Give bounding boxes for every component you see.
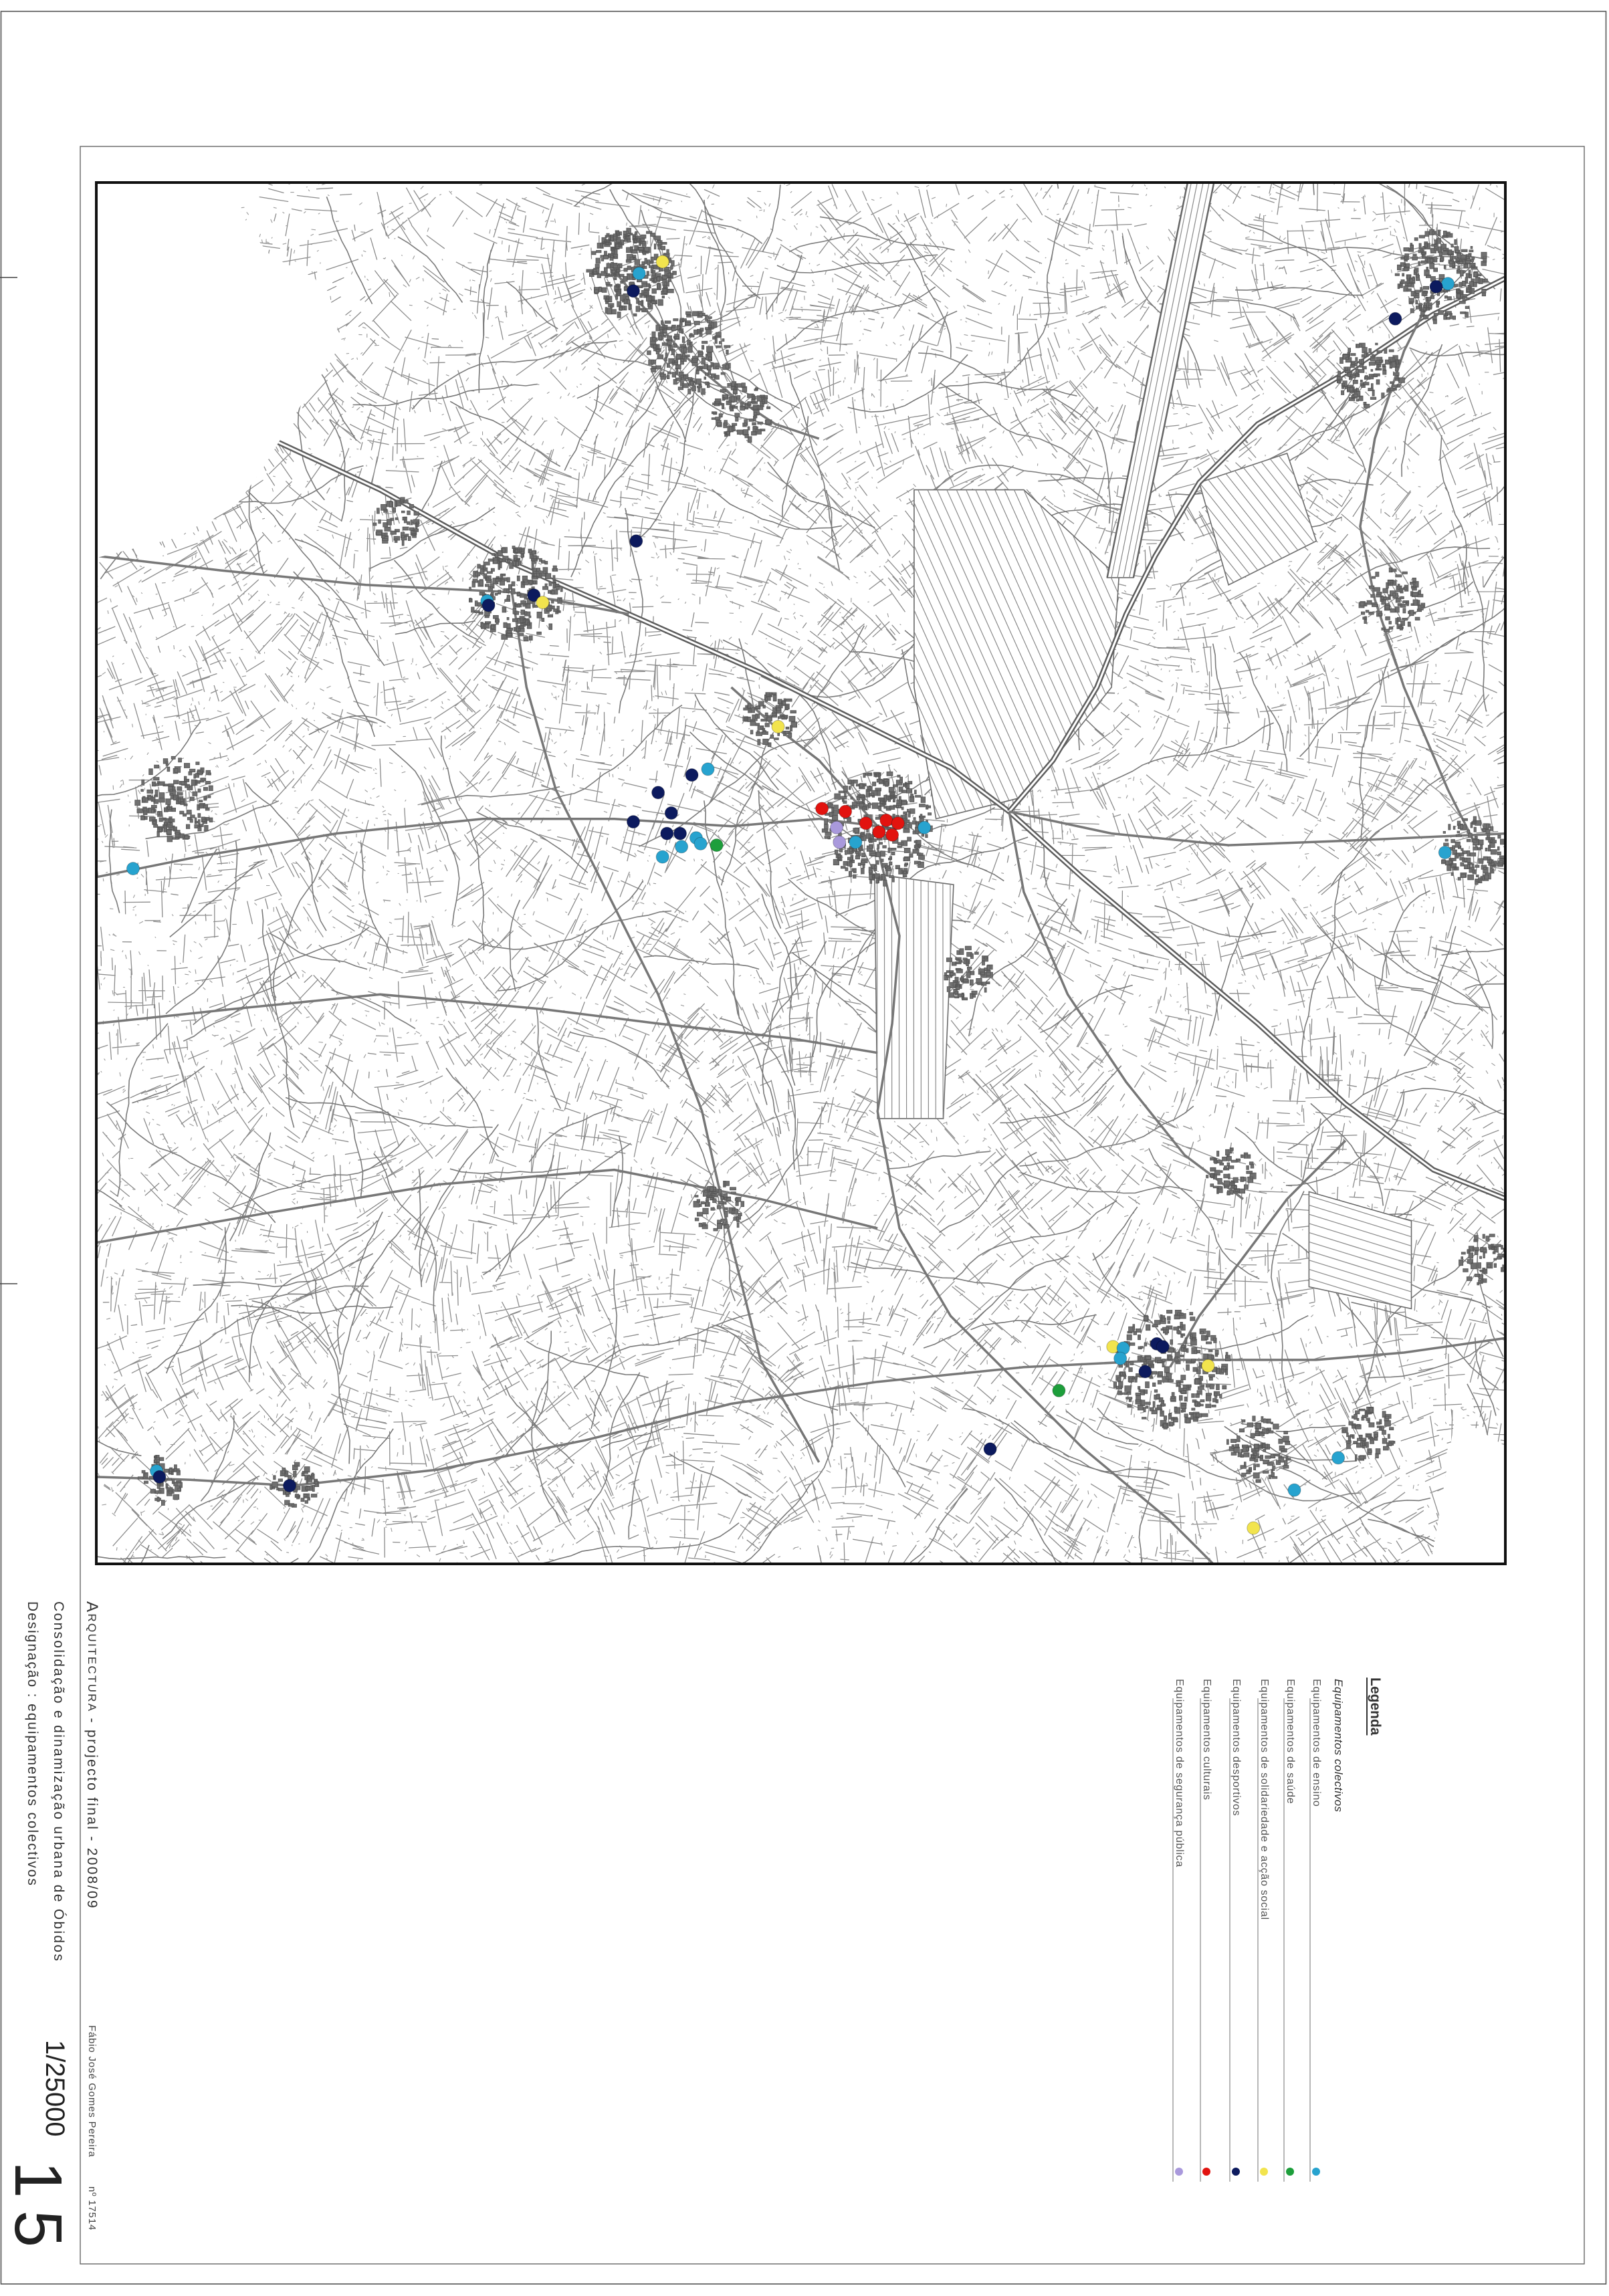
marker-solidariedade-icon — [656, 255, 669, 268]
author-name: Fábio José Gomes Pereira — [86, 2025, 98, 2158]
marker-solidariedade-icon — [536, 596, 549, 609]
course-name: ARQUITECTURA — [83, 1601, 101, 1713]
marker-ensino-icon — [1332, 1452, 1345, 1464]
legend-title: Legenda — [1368, 1678, 1383, 1736]
marker-ensino-icon — [694, 837, 707, 850]
legend-swatch-desportivos-icon — [1232, 2168, 1240, 2176]
marker-culturais-icon — [891, 817, 904, 830]
map-background — [95, 181, 1507, 1565]
marker-ensino-icon — [1438, 846, 1451, 859]
marker-culturais-icon — [816, 802, 829, 815]
marker-culturais-icon — [886, 828, 899, 841]
marker-culturais-icon — [880, 814, 893, 826]
marker-desportivos-icon — [1139, 1365, 1152, 1378]
marker-desportivos-icon — [482, 599, 495, 612]
marker-solidariedade-icon — [1247, 1522, 1260, 1534]
marker-desportivos-icon — [284, 1480, 296, 1492]
marker-culturais-icon — [859, 817, 872, 830]
course-detail: - projecto final - 2008/09 — [84, 1718, 100, 1910]
legend-subtitle: Equipamentos colectivos — [1332, 1679, 1345, 1813]
legend-item-desportivos: Equipamentos desportivos — [1230, 1679, 1242, 1817]
marker-ensino-icon — [656, 850, 669, 863]
marker-desportivos-icon — [652, 786, 665, 799]
legend-swatch-ensino-icon — [1312, 2168, 1320, 2176]
marker-ensino-icon — [918, 821, 931, 834]
marker-desportivos-icon — [1389, 312, 1402, 325]
marker-saude-icon — [1053, 1384, 1065, 1397]
student-number: nº 17514 — [86, 2186, 98, 2231]
marker-ensino-icon — [675, 840, 688, 853]
marker-seguranca-icon — [831, 821, 843, 834]
marker-seguranca-icon — [833, 836, 846, 848]
marker-desportivos-icon — [674, 827, 687, 840]
marker-ensino-icon — [127, 863, 140, 875]
course-line — [83, 1601, 100, 1910]
marker-desportivos-icon — [627, 816, 640, 828]
marker-ensino-icon — [1114, 1352, 1127, 1365]
legend-swatch-solidariedade-icon — [1260, 2168, 1268, 2176]
marker-solidariedade-icon — [1202, 1359, 1214, 1372]
marker-desportivos-icon — [685, 769, 698, 782]
marker-desportivos-icon — [1156, 1341, 1169, 1353]
map — [95, 181, 1507, 1565]
marker-desportivos-icon — [153, 1470, 166, 1483]
marker-desportivos-icon — [984, 1443, 996, 1456]
marker-ensino-icon — [1442, 277, 1455, 290]
marker-desportivos-icon — [665, 807, 677, 820]
marker-solidariedade-icon — [772, 720, 784, 733]
legend-item-seguranca: Equipamentos de segurança pública — [1174, 1679, 1185, 1867]
marker-desportivos-icon — [661, 827, 673, 840]
sheet-designation: Designação : equipamentos colectivos — [25, 1601, 40, 1887]
marker-desportivos-icon — [1430, 280, 1442, 293]
project-title: Consolidação e dinamização urbana de Óbidos — [51, 1601, 66, 1963]
legend-item-culturais: Equipamentos culturais — [1201, 1679, 1212, 1801]
legend-item-solidariedade: Equipamentos de solidariedade e acção social — [1259, 1679, 1270, 1920]
legend-swatch-saude-icon — [1286, 2168, 1294, 2176]
legend-item-saude: Equipamentos de saúde — [1285, 1679, 1296, 1805]
marker-desportivos-icon — [630, 535, 643, 548]
marker-culturais-icon — [839, 805, 852, 818]
marker-ensino-icon — [633, 267, 645, 280]
marker-culturais-icon — [873, 826, 885, 838]
marker-ensino-icon — [849, 836, 862, 848]
sheet-number: 15 — [1, 2161, 76, 2260]
map-scale: 1/25000 — [40, 2040, 70, 2137]
marker-ensino-icon — [702, 763, 714, 776]
legend-item-ensino: Equipamentos de ensino — [1311, 1679, 1322, 1807]
marker-ensino-icon — [1288, 1484, 1301, 1496]
legend-swatch-seguranca-icon — [1175, 2168, 1183, 2176]
marker-saude-icon — [710, 839, 723, 852]
legend-swatch-culturais-icon — [1202, 2168, 1210, 2176]
marker-desportivos-icon — [627, 285, 640, 298]
